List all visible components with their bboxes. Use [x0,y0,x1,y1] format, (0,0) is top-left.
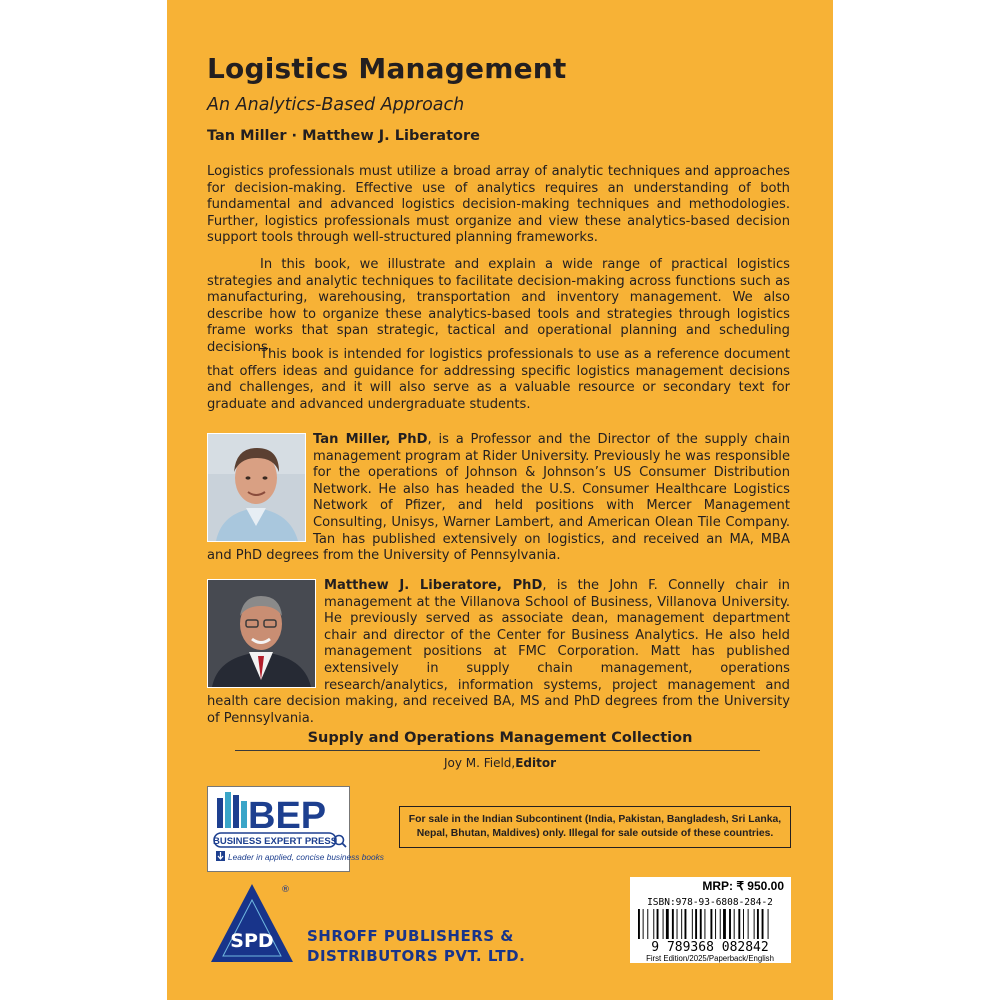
description-paragraph: This book is intended for logistics professionals to use as a reference document that offers ideas and guidance for addressing specific logistics management decisions and challenges, and it will also serve as a valuable resource or secondary text for graduate and advanced undergraduate students. [207,347,790,412]
author-name: Tan Miller [313,432,386,447]
bep-tagline: Leader in applied, concise business books [228,852,384,862]
author-degree: , PhD [385,432,428,447]
barcode-digits: 9 789368 082842 [651,940,769,955]
author-photo-tan-miller [207,433,306,542]
bep-name: BUSINESS EXPERT PRESS [212,836,338,847]
author-name: Matthew J. Liberatore [324,578,497,593]
author-bio-text: , is the John F. Connelly chair in management at the Villanova School of Business, Villanova University. He previously served as associate dean, management department chair and director of the Center for Business Analytics. He also held management positions at FMC Corporation. Matt has published extensively in supply chain management, operations research/analytics, information systems, project management and health care decision making, and received BA, MS and PhD degrees from the University of Pennsylvania. [207,578,790,726]
collection-title: Supply and Operations Management Collection [307,730,693,746]
author-bio-matthew-liberatore [207,578,790,727]
description-paragraph: In this book, we illustrate and explain a wide range of practical logistics strategies and analytic techniques to facilitate decision-making across functions such as manufacturing, warehousing, transportation and inventory management. We also describe how to organize these analytics-based tools and strategies through logistics frame works that span strategic, tactical and operational planning and scheduling decisions. [207,257,790,355]
registered-mark: ® [281,885,290,895]
author-bio-text: , is a Professor and the Director of the supply chain management program at Rider University. Previously he was responsible for the operations of Johnson & Johnson’s US Consumer Distribution Network. He also has headed the U.S. Consumer Healthcare Logistics Network of Pfizer, and held positions with Mercer Management Consulting, Unisys, Warner Lambert, and American Olean Tile Company. Tan has published extensively on logistics, and received an MA, MBA and PhD degrees from the University of Pennsylvania. [207,432,790,564]
bep-logo [207,786,384,872]
isbn: ISBN:978-93-6808-284-2 [647,897,773,908]
barcode [638,909,769,939]
spd-logo [207,880,297,966]
sale-notice: For sale in the Indian Subcontinent (India, Pakistan, Bangladesh, Sri Lanka, Nepal, Bhutan, Maldives) only. Illegal for sale outside of these countries. [399,806,791,848]
book-back-cover [167,0,833,1000]
spd-publisher-name: SHROFF PUBLISHERS & DISTRIBUTORS PVT. LTD. [307,927,526,965]
book-subtitle: An Analytics-Based Approach [207,95,465,115]
bep-letters: BEP [248,795,327,837]
price-barcode-label [630,877,791,963]
book-title: Logistics Management [207,52,567,85]
edition-info: First Edition/2025/Paperback/English [646,954,774,963]
author-degree: , PhD [496,578,543,593]
spd-logo-text: SPD [230,930,274,952]
divider [235,750,760,751]
author-photo-matthew-liberatore [207,579,316,688]
collection-editor: Joy M. Field,Editor [443,756,557,770]
author-bio-tan-miller [207,432,790,565]
price: MRP: ₹ 950.00 [702,879,784,893]
book-authors: Tan Miller · Matthew J. Liberatore [207,128,480,144]
download-icon [216,851,225,861]
description-paragraph: Logistics professionals must utilize a broad array of analytic techniques and approaches for decision-making. Effective use of analytics requires an understanding of both fundamental and advanced logistics decision-making techniques and methodologies. Further, logistics professionals must organize and view these analytics-based decision support tools through well-structured planning frameworks. [207,164,790,246]
